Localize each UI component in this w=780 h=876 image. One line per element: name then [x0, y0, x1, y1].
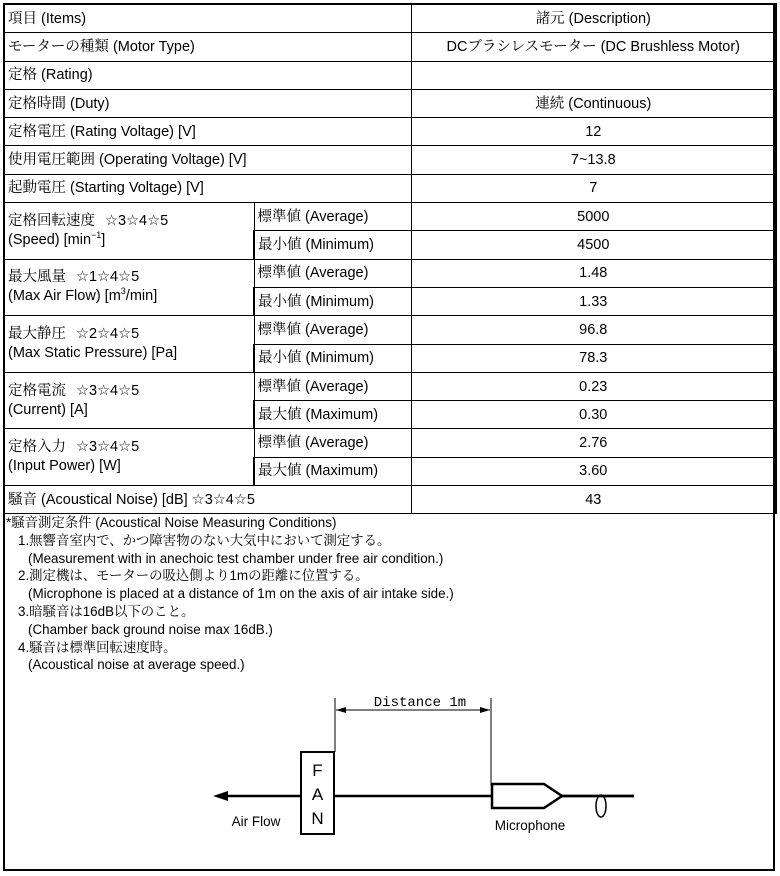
table-row	[4, 89, 776, 117]
stars-mark: ☆3☆4☆5	[105, 212, 169, 229]
value-cell: 2.76	[411, 429, 776, 457]
distance-label: Distance 1m	[373, 695, 467, 711]
note-en: (Microphone is placed at a distance of 1m on the axis of air intake side.)	[28, 586, 454, 602]
value-cell: 7~13.8	[411, 146, 776, 174]
note-jp: 1.無響音室内で、かつ障害物のない大気中において測定する。	[18, 532, 391, 548]
sub-label-cell: 最小値 (Minimum)	[254, 231, 411, 259]
table-row	[4, 372, 776, 400]
noise-measuring-notes	[6, 514, 454, 674]
value-cell: 3.60	[411, 457, 776, 485]
table-row	[4, 61, 776, 89]
item-cell: 定格時間 (Duty)	[4, 89, 411, 117]
sub-label-cell: 標準値 (Average)	[254, 316, 411, 344]
value-cell: 4500	[411, 231, 776, 259]
note-jp: 3.暗騒音は16dB以下のこと。	[18, 603, 195, 619]
air-flow-label: Air Flow	[231, 814, 281, 829]
sub-label-cell: 最大値 (Maximum)	[254, 401, 411, 429]
value-cell	[411, 61, 776, 89]
note-en: (Measurement with in anechoic test chamber under free air condition.)	[28, 550, 444, 566]
note-en: (Acoustical noise at average speed.)	[28, 657, 245, 673]
airflow-arrow-icon	[213, 791, 228, 801]
fan-letter: F	[312, 761, 323, 780]
table-row	[4, 33, 776, 61]
value-cell: 0.23	[411, 372, 776, 400]
spec-table	[3, 3, 777, 514]
table-row	[4, 118, 776, 146]
item-cell: 定格回転速度 ☆3☆4☆5 (Speed) $[\min^{-1}]$	[4, 203, 254, 260]
item-cell: 騒音 (Acoustical Noise) [dB] ☆3☆4☆5	[4, 486, 411, 514]
table-row	[4, 174, 776, 202]
stars-mark: ☆3☆4☆5	[76, 439, 140, 456]
header-items: 項目 (Items)	[4, 4, 411, 33]
value-cell: 1.48	[411, 259, 776, 287]
note-jp: 4.騒音は標準回転速度時。	[18, 639, 177, 655]
value-cell: 0.30	[411, 401, 776, 429]
stars-mark: ☆2☆4☆5	[76, 326, 140, 343]
note-en: (Chamber back ground noise max 16dB.)	[28, 621, 273, 637]
value-cell: 1.33	[411, 287, 776, 315]
sub-label-cell: 最小値 (Minimum)	[254, 287, 411, 315]
item-cell: 定格入力 ☆3☆4☆5 (Input Power) [W]	[4, 429, 254, 486]
value-cell: DCブラシレスモーター (DC Brushless Motor)	[411, 33, 776, 61]
item-cell: 最大静圧 ☆2☆4☆5 (Max Static Pressure) [Pa]	[4, 316, 254, 373]
note-jp: 2.測定機は、モーターの吸込側より1mの距離に位置する。	[18, 568, 369, 584]
sub-label-cell: 最小値 (Minimum)	[254, 344, 411, 372]
notes-title: *騒音測定条件 (Acoustical Noise Measuring Conditions)	[6, 515, 337, 530]
sub-label-cell: 最大値 (Maximum)	[254, 457, 411, 485]
microphone-icon	[492, 784, 562, 808]
value-cell: 43	[411, 486, 776, 514]
item-cell: 定格電圧 (Rating Voltage) [V]	[4, 118, 411, 146]
item-cell: モーターの種類 (Motor Type)	[4, 33, 411, 61]
sub-label-cell: 標準値 (Average)	[254, 203, 411, 231]
dimension-arrow-right	[480, 707, 490, 713]
cable-loop-icon	[596, 795, 606, 817]
stars-mark: ☆3☆4☆5	[76, 382, 140, 399]
value-cell: 78.3	[411, 344, 776, 372]
sub-label-cell: 標準値 (Average)	[254, 429, 411, 457]
item-cell: 最大風量 ☆1☆4☆5 (Max Air Flow) $[m^3/\min]$	[4, 259, 254, 316]
value-cell: 7	[411, 174, 776, 202]
table-row	[4, 316, 776, 344]
value-cell: 連続 (Continuous)	[411, 89, 776, 117]
item-cell: 使用電圧範囲 (Operating Voltage) [V]	[4, 146, 411, 174]
table-row	[4, 203, 776, 231]
measurement-diagram	[200, 690, 650, 840]
table-header-row	[4, 4, 776, 33]
microphone-label: Microphone	[494, 818, 566, 833]
fan-letter: N	[311, 809, 324, 828]
stars-mark: ☆1☆4☆5	[76, 269, 140, 286]
header-description: 諸元 (Description)	[411, 4, 776, 33]
value-cell: 12	[411, 118, 776, 146]
item-cell: 起動電圧 (Starting Voltage) [V]	[4, 174, 411, 202]
sub-label-cell: 標準値 (Average)	[254, 372, 411, 400]
dimension-arrow-left	[336, 707, 346, 713]
value-cell: 5000	[411, 203, 776, 231]
value-cell: 96.8	[411, 316, 776, 344]
table-row	[4, 486, 776, 514]
sub-label-cell: 標準値 (Average)	[254, 259, 411, 287]
fan-letter: A	[311, 785, 324, 804]
table-row	[4, 259, 776, 287]
table-row	[4, 429, 776, 457]
item-cell: 定格 (Rating)	[4, 61, 411, 89]
table-row	[4, 146, 776, 174]
item-cell: 定格電流 ☆3☆4☆5 (Current) [A]	[4, 372, 254, 429]
